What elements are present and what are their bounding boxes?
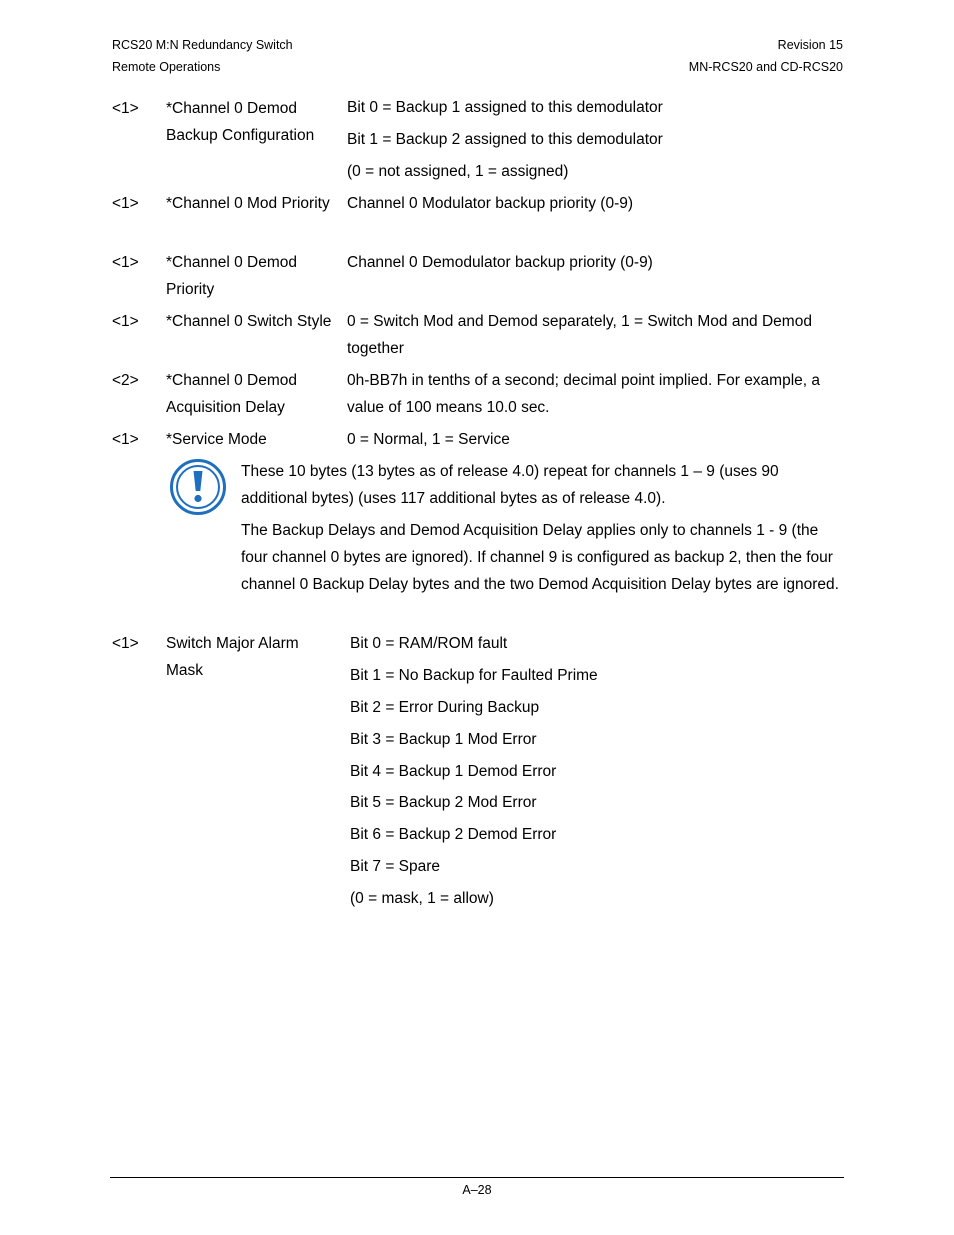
parameter-description [347,95,839,188]
alarm-bit-list [350,628,598,915]
parameter-description: 0h-BB7h in tenths of a second; decimal point implied. For example, a value of 100 means 10.0 sec. [347,372,821,416]
parameter-description: 0 = Switch Mod and Demod separately, 1 = Switch Mod and Demod together [347,313,812,357]
byte-size: <1> [112,431,139,448]
section-title: Remote Operations [112,60,221,74]
parameter-name: Switch Major Alarm Mask [166,635,299,679]
revision: Revision 15 [777,38,843,52]
parameter-description: 0 = Normal, 1 = Service [347,431,510,448]
list-item: Bit 6 = Backup 2 Demod Error [350,826,557,844]
parameter-name: *Channel 0 Switch Style [166,313,332,330]
list-item: Bit 3 = Backup 1 Mod Error [350,730,537,748]
list-item: Bit 1 = No Backup for Faulted Prime [350,666,598,684]
byte-size: <1> [112,100,139,117]
parameter-description: Channel 0 Modulator backup priority (0-9) [347,195,634,212]
parameter-name: *Service Mode [166,431,267,448]
parameter-name: *Channel 0 Demod Acquisition Delay [166,372,297,416]
important-note [241,458,841,603]
parameter-description: Channel 0 Demodulator backup priority (0-9) [347,254,653,271]
list-item: Bit 5 = Backup 2 Mod Error [350,794,537,812]
list-item: Bit 4 = Backup 1 Demod Error [350,762,557,780]
description-line: (0 = not assigned, 1 = assigned) [347,163,569,180]
list-item: Bit 2 = Error During Backup [350,698,540,716]
byte-size: <1> [112,313,139,330]
list-item: Bit 0 = RAM/ROM fault [350,635,508,652]
doc-number: MN-RCS20 and CD-RCS20 [688,60,843,74]
page-number: A–28 [462,1183,492,1197]
note-paragraph: These 10 bytes (13 bytes as of release 4.0) repeat for channels 1 – 9 (uses 90 additional bytes) (uses 117 additional bytes as of release 4.0). [241,463,779,507]
description-line: Bit 1 = Backup 2 assigned to this demodulator [347,131,663,148]
doc-title: RCS20 M:N Redundancy Switch [112,38,293,52]
byte-size: <1> [112,254,139,271]
note-paragraph: The Backup Delays and Demod Acquisition Delay applies only to channels 1 - 9 (the four channel 0 bytes are ignored). If channel 9 is configured as backup 2, then the four channel 0 Backup Delay bytes and the two Demod Acquisition Delay bytes are ignored. [241,522,839,593]
important-exclamation-icon [170,459,226,515]
list-item: (0 = mask, 1 = allow) [350,890,494,908]
parameter-name: *Channel 0 Demod Backup Configuration [166,100,315,144]
list-item: Bit 7 = Spare [350,858,441,876]
byte-size: <1> [112,195,139,212]
byte-size: <2> [112,372,139,389]
footer-divider [110,1177,844,1178]
parameter-name: *Channel 0 Mod Priority [166,195,330,212]
description-line: Bit 0 = Backup 1 assigned to this demodulator [347,99,663,116]
parameter-name: *Channel 0 Demod Priority [166,254,297,298]
byte-size: <1> [112,635,139,652]
